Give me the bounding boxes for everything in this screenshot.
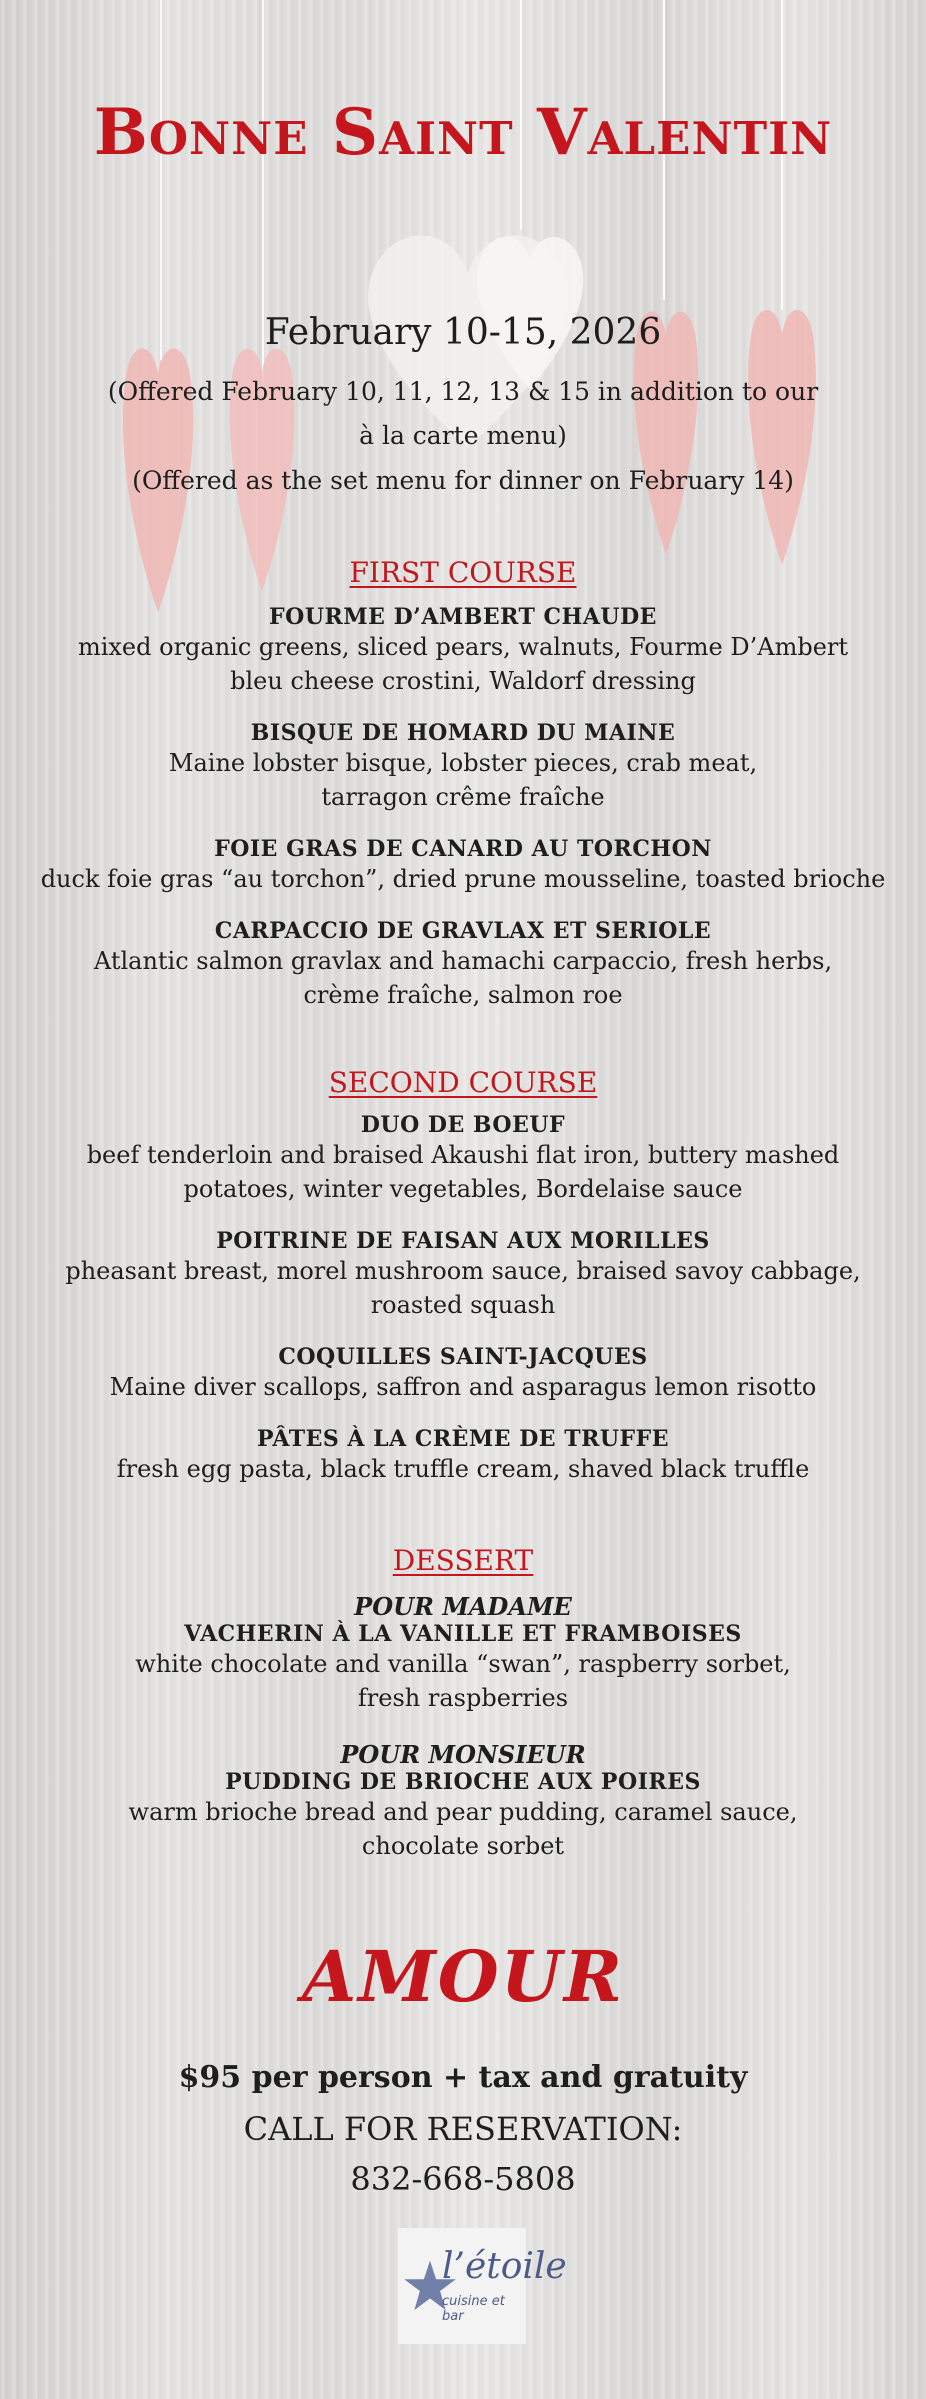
dessert-subtitle: POUR MADAME (354, 1592, 572, 1621)
dish-description: Maine lobster bisque, lobster pieces, crab meat, (168, 749, 758, 777)
dish (0, 1426, 926, 1486)
dish (0, 1112, 926, 1206)
offer-note-line: (Offered February 10, 11, 12, 13 & 15 in addition to our (107, 377, 819, 406)
dish-description: white chocolate and vanilla “swan”, raspberry sorbet, (135, 1650, 791, 1678)
dish-description: tarragon crême fraîche (321, 783, 605, 811)
dish-description: bleu cheese crostini, Waldorf dressing (230, 667, 696, 695)
dish-description: warm brioche bread and pear pudding, caramel sauce, (128, 1798, 798, 1826)
logo-subtitle: cuisine et bar (442, 2294, 505, 2324)
dish-description: potatoes, winter vegetables, Bordelaise sauce (183, 1175, 743, 1203)
set-menu-note: (Offered as the set menu for dinner on February 14) (132, 466, 794, 495)
dish-description: roasted squash (370, 1291, 556, 1319)
restaurant-logo (398, 2228, 567, 2344)
dish-name: POITRINE DE FAISAN AUX MORILLES (216, 1228, 710, 1254)
dish-description: Maine diver scallops, saffron and asparagus lemon risotto (109, 1373, 817, 1401)
dish-name: PUDDING DE BRIOCHE AUX POIRES (225, 1769, 701, 1795)
dish (0, 1344, 926, 1404)
course-title: DESSERT (392, 1544, 534, 1577)
dish-description: duck foie gras “au torchon”, dried prune mousseline, toasted brioche (40, 865, 886, 893)
dish-name: DUO DE BOEUF (360, 1112, 566, 1138)
dish (0, 1228, 926, 1322)
dish-description: mixed organic greens, sliced pears, walnuts, Fourme D’Ambert (77, 633, 849, 661)
offer-note (0, 370, 926, 458)
logo-script: l’étoile (442, 2246, 567, 2287)
dish-description: Atlantic salmon gravlax and hamachi carpaccio, fresh herbs, (93, 947, 833, 975)
menu-title: Bonne Saint Valentin (93, 95, 833, 170)
offer-note-line: à la carte menu) (359, 421, 567, 450)
amour-heading: AMOUR (302, 1935, 624, 2018)
second-course-section (0, 1066, 926, 1099)
dessert-subtitle: POUR MONSIEUR (340, 1740, 586, 1769)
course-title: FIRST COURSE (349, 556, 577, 589)
dessert-item (0, 1740, 926, 1863)
dish (0, 836, 926, 896)
dish-description: fresh raspberries (357, 1684, 569, 1712)
dish-name: FOIE GRAS DE CANARD AU TORCHON (214, 836, 712, 862)
first-course-section (0, 556, 926, 589)
phone-number: 832-668-5808 (350, 2160, 576, 2198)
dish-name: COQUILLES SAINT-JACQUES (278, 1344, 648, 1370)
dessert-item (0, 1592, 926, 1715)
string-decoration (160, 0, 162, 360)
dish-name: BISQUE DE HOMARD DU MAINE (250, 720, 676, 746)
course-title: SECOND COURSE (328, 1066, 598, 1099)
event-dates: February 10-15, 2026 (264, 312, 662, 353)
dish-description: crème fraîche, salmon roe (303, 981, 623, 1009)
dish-description: chocolate sorbet (361, 1832, 565, 1860)
dish-description: pheasant breast, morel mushroom sauce, braised savoy cabbage, (65, 1257, 861, 1285)
dish-description: fresh egg pasta, black truffle cream, shaved black truffle (116, 1455, 810, 1483)
dish-name: FOURME D’AMBERT CHAUDE (269, 604, 657, 630)
price-line: $95 per person + tax and gratuity (178, 2060, 748, 2095)
dish-name: VACHERIN À LA VANILLE ET FRAMBOISES (184, 1621, 742, 1647)
dish (0, 720, 926, 814)
dessert-section (0, 1544, 926, 1577)
dish-name: PÂTES À LA CRÈME DE TRUFFE (256, 1426, 670, 1452)
dish (0, 604, 926, 698)
dish (0, 918, 926, 1012)
dish-description: beef tenderloin and braised Akaushi flat iron, buttery mashed (86, 1141, 840, 1169)
dish-name: CARPACCIO DE GRAVLAX ET SERIOLE (214, 918, 712, 944)
reservation-label: CALL FOR RESERVATION: (243, 2110, 683, 2148)
